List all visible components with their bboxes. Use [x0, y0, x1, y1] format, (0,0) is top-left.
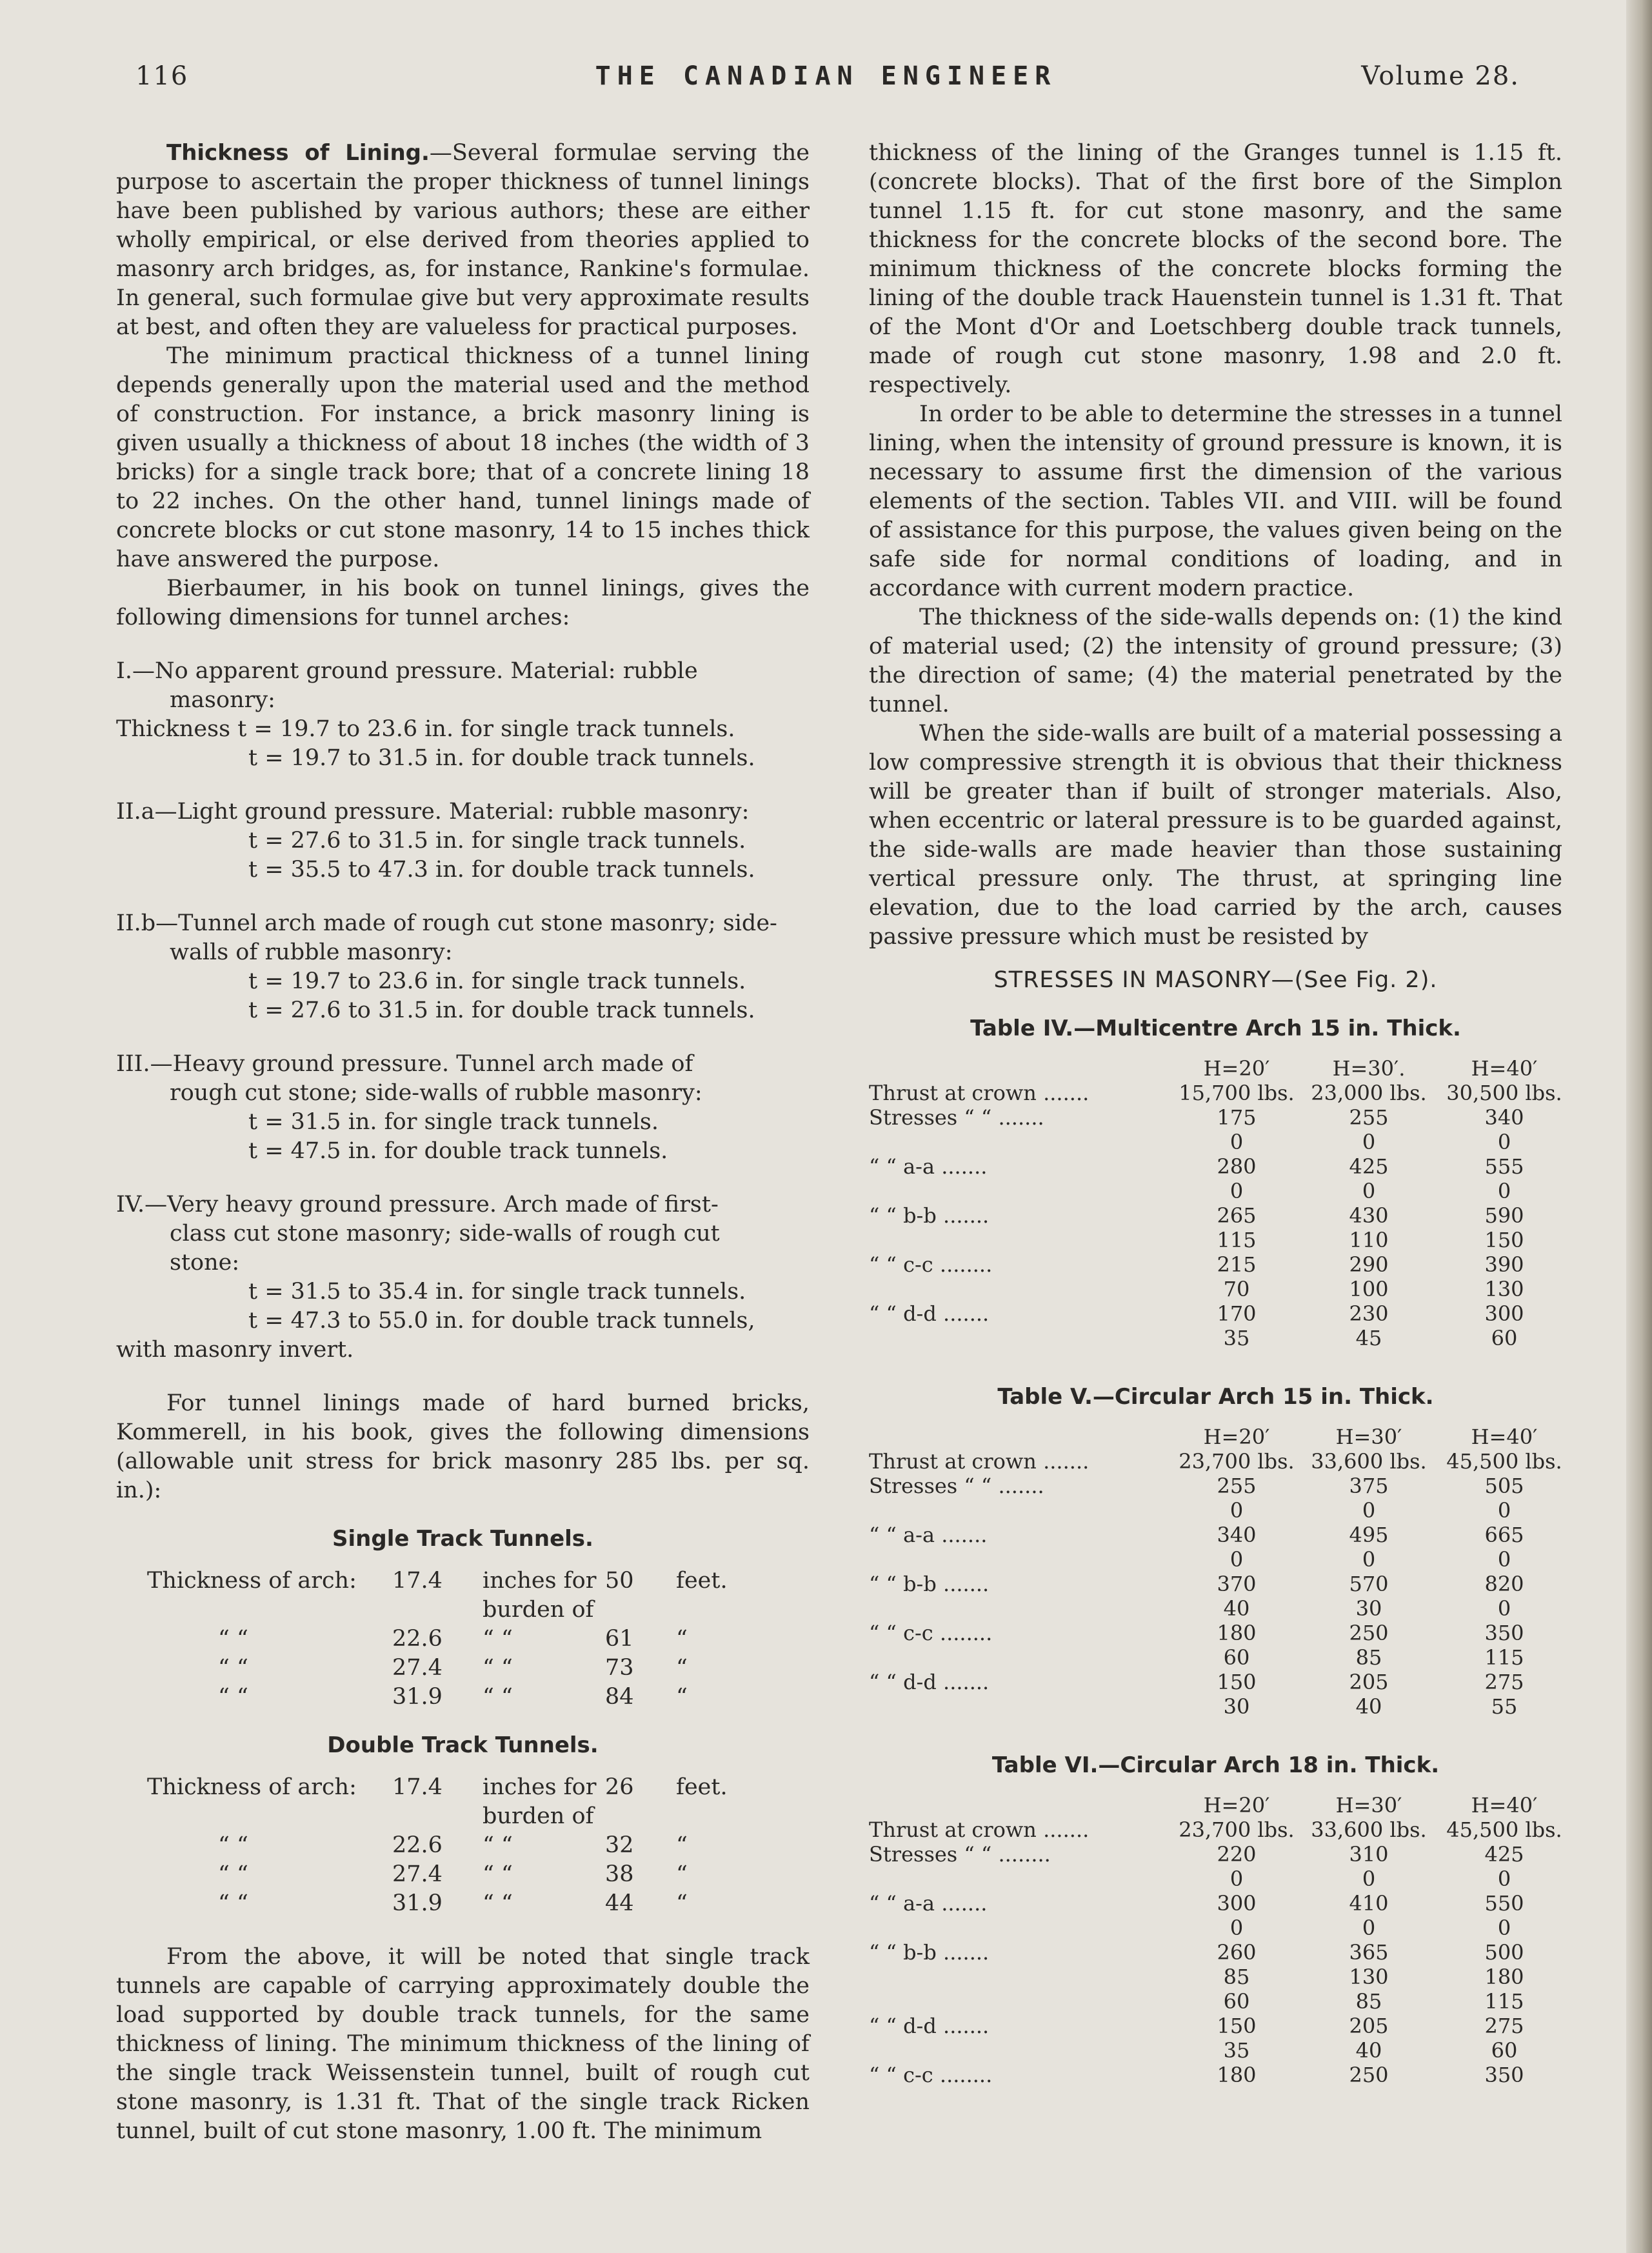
left-column [116, 139, 810, 2146]
case-heading: II.a—Light ground pressure. Material: rubble masonry: [116, 799, 750, 825]
burden-cell: inches for burden of [483, 1568, 597, 1623]
burden-cell: Thickness of arch: [147, 1774, 357, 1800]
burden-cell: “ “ [218, 1655, 248, 1681]
table-cell: 130 [1484, 1277, 1524, 1301]
burden-cell: 31.9 [392, 1684, 443, 1710]
burden-cell: 38 [605, 1861, 634, 1887]
row-label: Thrust at crown ....... [869, 1449, 1090, 1474]
row-label: “ “ d-d ....... [869, 2014, 990, 2038]
table-cell: 205 [1349, 2014, 1389, 2038]
table-cell: 290 [1349, 1252, 1389, 1277]
burden-cell: “ “ [218, 1890, 248, 1916]
right-column [869, 139, 1562, 2087]
table-cell: 115 [1484, 1989, 1524, 2014]
table-cell: 280 [1217, 1154, 1257, 1179]
table-cell: 0 [1362, 1547, 1376, 1572]
burden-cell: 22.6 [392, 1626, 443, 1652]
burden-cell: feet. [676, 1568, 728, 1594]
burden-cell: 27.4 [392, 1861, 443, 1887]
case-line: t = 47.5 in. for double track tunnels. [248, 1138, 668, 1164]
table-cell: 430 [1349, 1203, 1389, 1228]
paragraph: The minimum practical thickness of a tunnel lining depends generally upon the material used and the method of construction. For instance, a brick masonry lining is given usually a thickness of about 18 inches (the width of 3 bricks) for a single track bore; that of a concrete lining 18 to 22 inches. On the other hand, tunnel linings made of concrete blocks or cut stone masonry, 14 to 15 inches thick have answered the purpose. [116, 343, 810, 572]
table-cell: 0 [1362, 1498, 1376, 1523]
stress-tables [869, 1014, 1562, 2087]
table-cell: 40 [1223, 1596, 1250, 1621]
table-cell: 15,700 lbs. [1179, 1081, 1295, 1105]
row-label: “ “ b-b ....... [869, 1572, 990, 1596]
row-label: “ “ a-a ....... [869, 1523, 988, 1547]
burden-cell: 27.4 [392, 1655, 443, 1681]
burden-cell: 61 [605, 1626, 634, 1652]
table-cell: 365 [1349, 1940, 1389, 1965]
row-label: Thrust at crown ....... [869, 1817, 1090, 1842]
table-cell: 0 [1229, 1916, 1244, 1940]
table-cell: 300 [1217, 1891, 1257, 1916]
row-label: “ “ a-a ....... [869, 1891, 988, 1916]
row-label: “ “ d-d ....... [869, 1670, 990, 1694]
table-cell: 500 [1484, 1940, 1524, 1965]
case-line: t = 47.3 to 55.0 in. for double track tunnels, [248, 1308, 755, 1334]
paragraph: For tunnel linings made of hard burned bricks, Kommerell, in his book, gives the following dimensions (allowable unit stress for brick masonry 285 lbs. per sq. in.): [116, 1390, 810, 1503]
row-label [869, 1547, 1172, 1572]
table-cell: 110 [1349, 1228, 1389, 1252]
burden-cell: 31.9 [392, 1890, 443, 1916]
table-cell: 35 [1223, 2038, 1250, 2063]
burden-cell: 50 [605, 1568, 634, 1594]
column-header: H=20′ [1203, 1056, 1270, 1081]
page-edge [1626, 0, 1652, 2253]
table-cell: 150 [1484, 1228, 1524, 1252]
table-cell: 0 [1362, 1130, 1376, 1154]
burden-spacer [721, 1889, 747, 1918]
case-heading: class cut stone masonry; side-walls of rough cut [170, 1221, 720, 1247]
table-cell: 85 [1223, 1965, 1250, 1989]
case-heading: IV.—Very heavy ground pressure. Arch made of first- [116, 1192, 719, 1217]
table-cell: 0 [1497, 1916, 1511, 1940]
table-cell: 820 [1484, 1572, 1524, 1596]
single-track-table [116, 1567, 810, 1712]
burden-spacer [721, 1831, 747, 1860]
table-cell: 0 [1362, 1179, 1376, 1203]
paragraph: When the side-walls are built of a material possessing a low compressive strength it is obvious that their thickness will be greater than if built of stronger materials. Also, when eccentric or lateral pressure is to be guarded against, the side-walls are made heavier than those sustaining vertical pressure only. The thrust, at springing line elevation, due to the load carried by the arch, causes passive pressure which must be resisted by [869, 721, 1562, 950]
case-line: with masonry invert. [116, 1337, 354, 1363]
table-cell: 60 [1491, 1326, 1518, 1350]
burden-cell: “ “ [218, 1861, 248, 1887]
table-cell: 0 [1229, 1130, 1244, 1154]
burden-cell: “ [676, 1890, 688, 1916]
row-label [869, 1277, 1172, 1301]
table-cell: 260 [1217, 1940, 1257, 1965]
row-label: Thrust at crown ....... [869, 1081, 1090, 1105]
table-cell: 33,600 lbs. [1311, 1817, 1427, 1842]
table-cell: 0 [1497, 1867, 1511, 1891]
case-line: t = 35.5 to 47.3 in. for double track tunnels. [248, 857, 755, 883]
table-cell: 0 [1229, 1179, 1244, 1203]
paragraph: thickness of the lining of the Granges tunnel is 1.15 ft. (concrete blocks). That of the first bore of the Simplon tunnel 1.15 ft. for cut stone masonry, and the same thickness for the concrete blocks of the second bore. The minimum thickness of the concrete blocks forming the lining of the double track Hauenstein tunnel is 1.31 ft. That of the Mont d'Or and Loetschberg double track tunnels, made of rough cut stone masonry, 1.98 and 2.0 ft. respectively. [869, 140, 1562, 398]
row-label [869, 2038, 1172, 2063]
burden-cell: “ “ [483, 1861, 513, 1887]
table-title: Table VI.—Circular Arch 18 in. Thick. [991, 1752, 1440, 1778]
row-label [869, 1867, 1172, 1891]
burden-cell: “ “ [218, 1626, 248, 1652]
row-label [869, 1130, 1172, 1154]
table-cell: 0 [1497, 1596, 1511, 1621]
row-label: “ “ c-c ........ [869, 1621, 993, 1645]
volume-label: Volume 28. [1361, 61, 1520, 91]
paragraph: From the above, it will be noted that single track tunnels are capable of carrying approximately double the load supported by double track tunnels, for the same thickness of lining. The minimum thickness of the lining of the single track Weissenstein tunnel, built of rough cut stone masonry, is 1.31 ft. That of the single track Ricken tunnel, built of cut stone masonry, 1.00 ft. The minimum [116, 1944, 810, 2144]
table-cell: 0 [1362, 1916, 1376, 1940]
table-cell: 310 [1349, 1842, 1389, 1867]
burden-cell: 44 [605, 1890, 634, 1916]
table-gap [869, 1719, 1562, 1732]
table-cell: 275 [1484, 1670, 1524, 1694]
column-header: H=40′ [1471, 1056, 1538, 1081]
section-title: STRESSES IN MASONRY—(See Fig. 2). [993, 967, 1438, 993]
row-label [869, 1916, 1172, 1940]
case-heading: I.—No apparent ground pressure. Material: rubble [116, 658, 698, 684]
burden-cell: 17.4 [392, 1568, 443, 1594]
table-cell: 30 [1355, 1596, 1382, 1621]
row-label: “ “ b-b ....... [869, 1203, 990, 1228]
table-cell: 45,500 lbs. [1446, 1817, 1562, 1842]
table-cell: 100 [1349, 1277, 1389, 1301]
table-cell: 45,500 lbs. [1446, 1449, 1562, 1474]
column-header: H=30′ [1335, 1793, 1402, 1817]
case-heading: stone: [170, 1250, 240, 1276]
table-cell: 150 [1217, 1670, 1257, 1694]
burden-cell: 84 [605, 1684, 634, 1710]
table-cell: 350 [1484, 2063, 1524, 2087]
burden-spacer [721, 1860, 747, 1889]
row-label [869, 1228, 1172, 1252]
table-cell: 495 [1349, 1523, 1389, 1547]
table-cell: 30,500 lbs. [1446, 1081, 1562, 1105]
column-header: H=30′. [1332, 1056, 1406, 1081]
table-cell: 340 [1484, 1105, 1524, 1130]
row-label [869, 1645, 1172, 1670]
table-cell: 30 [1223, 1694, 1250, 1719]
table-header-blank [869, 1425, 1172, 1449]
table-cell: 255 [1217, 1474, 1257, 1498]
case-line: t = 27.6 to 31.5 in. for single track tunnels. [248, 828, 746, 854]
burden-cell: “ “ [483, 1684, 513, 1710]
case-heading: III.—Heavy ground pressure. Tunnel arch made of [116, 1051, 693, 1077]
table-cell: 180 [1484, 1965, 1524, 1989]
table-cell: 275 [1484, 2014, 1524, 2038]
burden-cell: 17.4 [392, 1774, 443, 1800]
table-cell: 505 [1484, 1474, 1524, 1498]
case-line: t = 19.7 to 31.5 in. for double track tunnels. [248, 745, 755, 771]
burden-cell: “ “ [483, 1626, 513, 1652]
row-label: Stresses “ “ ........ [869, 1842, 1051, 1867]
burden-spacer [721, 1773, 747, 1831]
paragraph: Thickness of Lining.—Several formulae serving the purpose to ascertain the proper thickness of tunnel linings have been published by various authors; these are either wholly empirical, or else derived from theories applied to masonry arch bridges, as, for instance, Rankine's formulae. In general, such formulae give but very approximate results at best, and often they are valueless for practical purposes. [116, 140, 810, 340]
table-cell: 0 [1497, 1179, 1511, 1203]
table-cell: 175 [1217, 1105, 1257, 1130]
table-cell: 33,600 lbs. [1311, 1449, 1427, 1474]
row-label [869, 1965, 1172, 1989]
burden-cell: “ [676, 1832, 688, 1858]
table-cell: 40 [1355, 1694, 1382, 1719]
row-label [869, 1498, 1172, 1523]
case-line: t = 19.7 to 23.6 in. for single track tunnels. [248, 968, 746, 994]
table-cell: 150 [1217, 2014, 1257, 2038]
case-heading: rough cut stone; side-walls of rubble masonry: [170, 1080, 702, 1106]
table-cell: 350 [1484, 1621, 1524, 1645]
burden-cell: Thickness of arch: [147, 1568, 357, 1594]
table-cell: 340 [1217, 1523, 1257, 1547]
burden-cell: “ “ [483, 1832, 513, 1858]
row-label [869, 1989, 1172, 2014]
burden-cell: “ “ [218, 1832, 248, 1858]
burden-cell: feet. [676, 1774, 728, 1800]
run-in-heading: Thickness of Lining. [166, 140, 430, 166]
table-cell: 180 [1217, 2063, 1257, 2087]
table-cell: 0 [1229, 1867, 1244, 1891]
table-cell: 85 [1355, 1645, 1382, 1670]
table-cell: 70 [1223, 1277, 1250, 1301]
table-title: Table V.—Circular Arch 15 in. Thick. [997, 1384, 1434, 1410]
table-cell: 115 [1217, 1228, 1257, 1252]
burden-cell: “ “ [483, 1655, 513, 1681]
table-cell: 370 [1217, 1572, 1257, 1596]
column-header: H=20′ [1203, 1793, 1270, 1817]
table-cell: 590 [1484, 1203, 1524, 1228]
table-cell: 410 [1349, 1891, 1389, 1916]
burden-cell: “ “ [483, 1890, 513, 1916]
table-cell: 60 [1491, 2038, 1518, 2063]
row-label [869, 1694, 1172, 1719]
row-label [869, 1326, 1172, 1350]
stress-table [869, 1425, 1562, 1719]
burden-spacer [721, 1654, 747, 1683]
case-line: t = 31.5 in. for single track tunnels. [248, 1109, 659, 1135]
table-cell: 23,700 lbs. [1179, 1449, 1295, 1474]
case-heading: walls of rubble masonry: [170, 939, 453, 965]
table-cell: 230 [1349, 1301, 1389, 1326]
table-cell: 250 [1349, 1621, 1389, 1645]
case-line: t = 27.6 to 31.5 in. for double track tunnels. [248, 997, 755, 1023]
paragraph: Bierbaumer, in his book on tunnel linings, gives the following dimensions for tunnel arches: [116, 576, 810, 630]
row-label: Stresses “ “ ....... [869, 1105, 1044, 1130]
table-cell: 300 [1484, 1301, 1524, 1326]
burden-cell: “ [676, 1861, 688, 1887]
subheading-double-track: Double Track Tunnels. [327, 1732, 599, 1758]
table-cell: 23,000 lbs. [1311, 1081, 1427, 1105]
row-label [869, 1596, 1172, 1621]
table-cell: 425 [1484, 1842, 1524, 1867]
table-cell: 570 [1349, 1572, 1389, 1596]
case-line: t = 31.5 to 35.4 in. for single track tunnels. [248, 1279, 746, 1305]
case-heading: II.b—Tunnel arch made of rough cut stone masonry; side- [116, 910, 777, 936]
table-cell: 60 [1223, 1989, 1250, 2014]
case-heading: masonry: [170, 687, 275, 713]
table-cell: 85 [1355, 1989, 1382, 2014]
burden-cell: “ “ [218, 1684, 248, 1710]
burden-spacer [721, 1567, 747, 1625]
subheading-single-track: Single Track Tunnels. [332, 1526, 593, 1552]
table-cell: 0 [1229, 1547, 1244, 1572]
table-cell: 0 [1497, 1130, 1511, 1154]
row-label: “ “ d-d ....... [869, 1301, 990, 1326]
stress-table [869, 1056, 1562, 1350]
double-track-table [116, 1773, 810, 1918]
burden-spacer [721, 1625, 747, 1654]
table-gap [869, 1350, 1562, 1363]
table-cell: 550 [1484, 1891, 1524, 1916]
row-label: “ “ a-a ....... [869, 1154, 988, 1179]
row-label [869, 1179, 1172, 1203]
burden-cell: 73 [605, 1655, 634, 1681]
table-cell: 45 [1355, 1326, 1382, 1350]
table-cell: 215 [1217, 1252, 1257, 1277]
table-cell: 390 [1484, 1252, 1524, 1277]
table-title: Table IV.—Multicentre Arch 15 in. Thick. [970, 1016, 1461, 1041]
table-cell: 60 [1223, 1645, 1250, 1670]
burden-cell: 32 [605, 1832, 634, 1858]
case-line: Thickness t = 19.7 to 23.6 in. for single track tunnels. [116, 716, 735, 742]
burden-cell: inches for burden of [483, 1774, 597, 1829]
table-cell: 35 [1223, 1326, 1250, 1350]
column-header: H=40′ [1471, 1793, 1538, 1817]
table-cell: 0 [1497, 1498, 1511, 1523]
paragraph: In order to be able to determine the stresses in a tunnel lining, when the intensity of ground pressure is known, it is necessary to assume first the dimension of the various elements of the section. Tables VII. and VIII. will be found of assistance for this purpose, the values given being on the safe side for normal conditions of loading, and in accordance with current modern practice. [869, 401, 1562, 601]
table-cell: 170 [1217, 1301, 1257, 1326]
row-label: “ “ c-c ........ [869, 1252, 993, 1277]
table-cell: 40 [1355, 2038, 1382, 2063]
row-label: “ “ b-b ....... [869, 1940, 990, 1965]
table-header-blank [869, 1056, 1172, 1081]
row-label: “ “ c-c ........ [869, 2063, 993, 2087]
table-cell: 425 [1349, 1154, 1389, 1179]
journal-title: THE CANADIAN ENGINEER [595, 61, 1057, 91]
burden-cell: “ [676, 1655, 688, 1681]
table-cell: 55 [1491, 1694, 1518, 1719]
table-header-blank [869, 1793, 1172, 1817]
table-cell: 220 [1217, 1842, 1257, 1867]
table-cell: 665 [1484, 1523, 1524, 1547]
stress-table [869, 1793, 1562, 2087]
column-header: H=20′ [1203, 1425, 1270, 1449]
paragraph: The thickness of the side-walls depends on: (1) the kind of material used; (2) the intensity of ground pressure; (3) the direction of same; (4) the material penetrated by the tunnel. [869, 605, 1562, 717]
burden-spacer [721, 1683, 747, 1712]
column-header: H=30′ [1335, 1425, 1402, 1449]
burden-cell: “ [676, 1626, 688, 1652]
table-cell: 265 [1217, 1203, 1257, 1228]
table-cell: 115 [1484, 1645, 1524, 1670]
table-cell: 0 [1229, 1498, 1244, 1523]
table-cell: 23,700 lbs. [1179, 1817, 1295, 1842]
table-cell: 250 [1349, 2063, 1389, 2087]
row-label: Stresses “ “ ....... [869, 1474, 1044, 1498]
table-cell: 0 [1497, 1547, 1511, 1572]
column-header: H=40′ [1471, 1425, 1538, 1449]
table-cell: 0 [1362, 1867, 1376, 1891]
burden-cell: 26 [605, 1774, 634, 1800]
table-cell: 555 [1484, 1154, 1524, 1179]
table-cell: 255 [1349, 1105, 1389, 1130]
table-cell: 180 [1217, 1621, 1257, 1645]
burden-cell: 22.6 [392, 1832, 443, 1858]
table-cell: 205 [1349, 1670, 1389, 1694]
table-cell: 130 [1349, 1965, 1389, 1989]
page-number: 116 [135, 61, 189, 91]
burden-cell: “ [676, 1684, 688, 1710]
table-cell: 375 [1349, 1474, 1389, 1498]
